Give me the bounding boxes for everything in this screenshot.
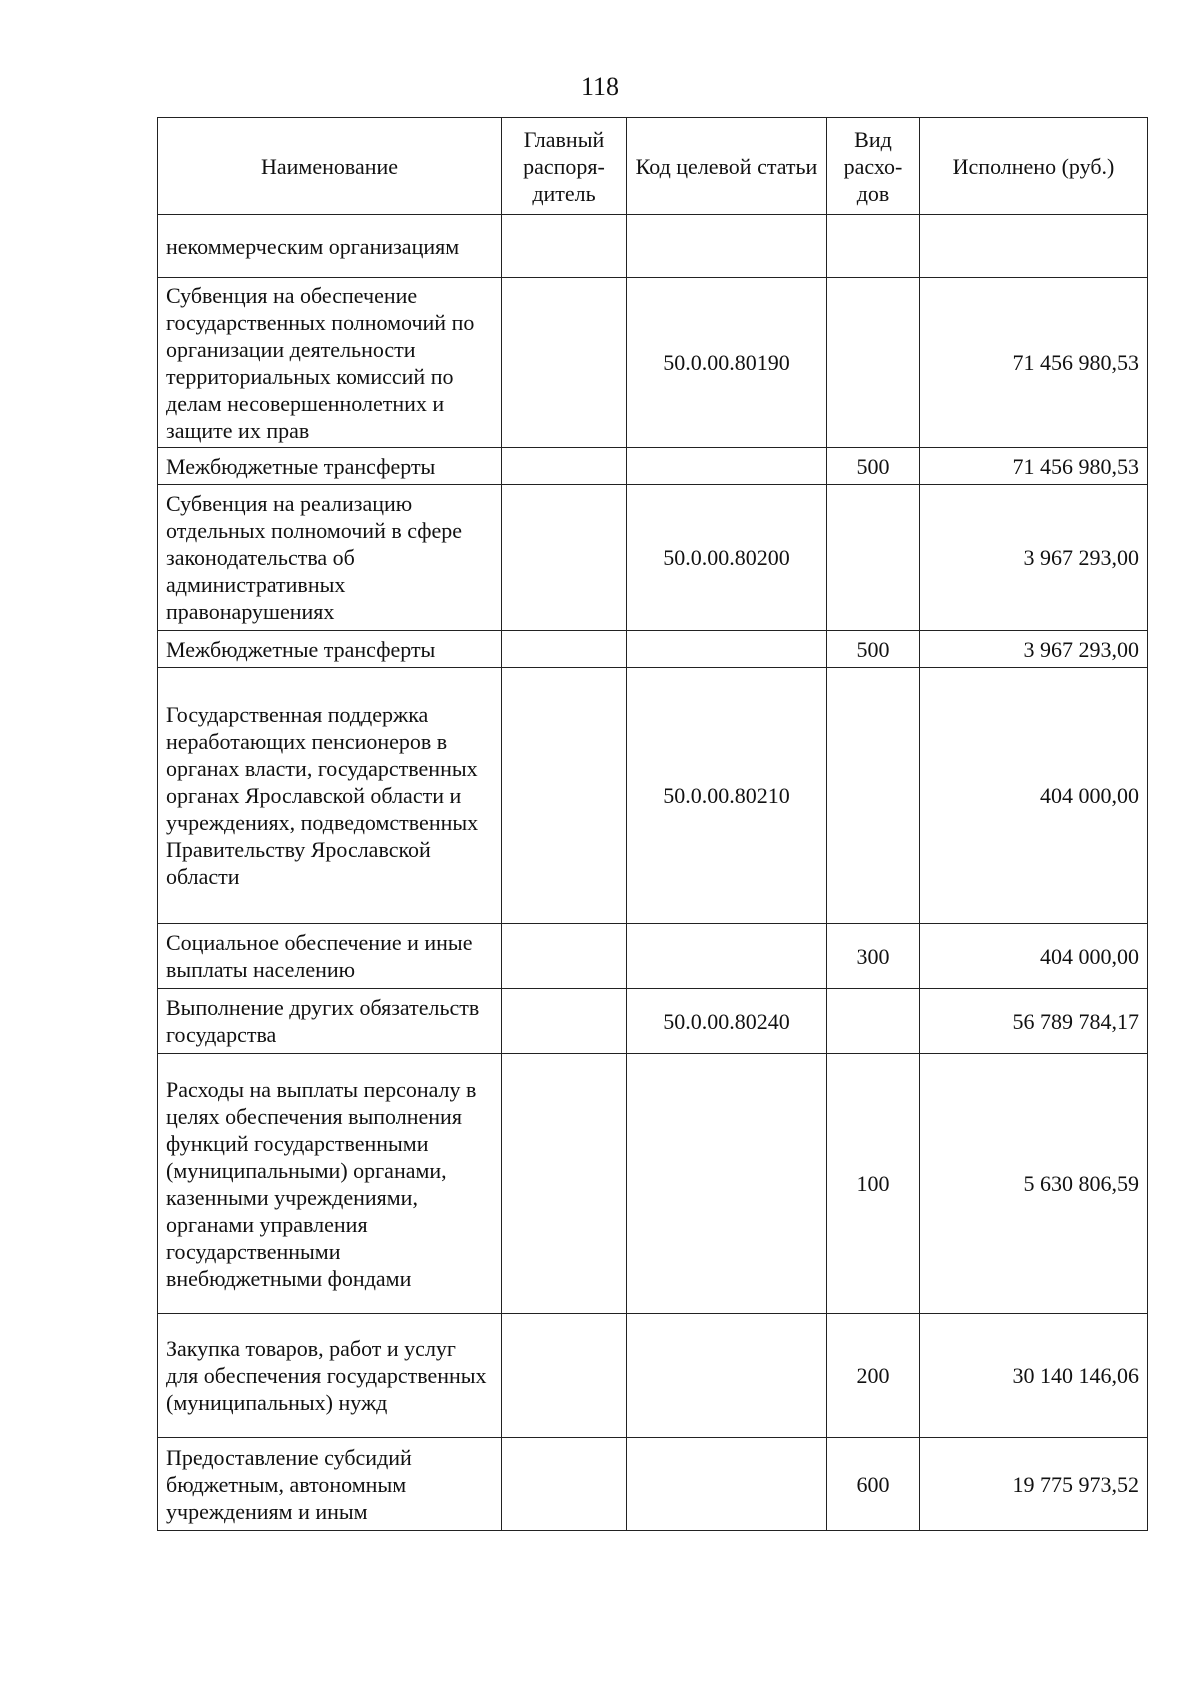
budget-table (157, 117, 1148, 1531)
row-manager (502, 278, 627, 448)
row-code: 50.0.00.80210 (627, 668, 827, 924)
row-type (827, 989, 920, 1054)
row-code: 50.0.00.80200 (627, 485, 827, 631)
page-number: 118 (580, 72, 620, 101)
row-manager (502, 215, 627, 278)
row-type (827, 485, 920, 631)
row-code (627, 1314, 827, 1438)
row-manager (502, 1314, 627, 1438)
header-expense-type: Вид расхо-дов (827, 118, 920, 215)
row-amount: 71 456 980,53 (920, 448, 1148, 485)
row-amount: 19 775 973,52 (920, 1438, 1148, 1531)
row-amount: 3 967 293,00 (920, 485, 1148, 631)
row-manager (502, 448, 627, 485)
row-name: Выполнение других обязательств государства (158, 989, 502, 1054)
row-manager (502, 485, 627, 631)
table-row (158, 1438, 1148, 1531)
row-name: Субвенция на реализацию отдельных полномочий в сфере законодательства об административных правонарушениях (158, 485, 502, 631)
row-name: Расходы на выплаты персоналу в целях обеспечения выполнения функций государственными (муниципальными) органами, казенными учреждениями, органами управления государственными внебюджетными фондами (158, 1054, 502, 1314)
table-row (158, 278, 1148, 448)
row-type: 500 (827, 631, 920, 668)
row-manager (502, 668, 627, 924)
row-amount: 3 967 293,00 (920, 631, 1148, 668)
row-name: некоммерческим организациям (158, 215, 502, 278)
table-row (158, 668, 1148, 924)
row-amount: 404 000,00 (920, 668, 1148, 924)
row-name: Предоставление субсидий бюджетным, автономным учреждениям и иным (158, 1438, 502, 1531)
row-type (827, 668, 920, 924)
row-manager (502, 1054, 627, 1314)
header-name: Наименование (158, 118, 502, 215)
row-code (627, 448, 827, 485)
row-manager (502, 989, 627, 1054)
table-row (158, 215, 1148, 278)
row-code: 50.0.00.80190 (627, 278, 827, 448)
row-name: Закупка товаров, работ и услуг для обеспечения государственных (муниципальных) нужд (158, 1314, 502, 1438)
table-header-row (158, 118, 1148, 215)
row-code (627, 1054, 827, 1314)
row-code (627, 631, 827, 668)
row-amount: 404 000,00 (920, 924, 1148, 989)
table-row (158, 989, 1148, 1054)
table-row (158, 1314, 1148, 1438)
row-amount: 71 456 980,53 (920, 278, 1148, 448)
table-row (158, 1054, 1148, 1314)
row-name: Субвенция на обеспечение государственных полномочий по организации деятельности территориальных комиссий по делам несовершеннолетних и защите их прав (158, 278, 502, 448)
row-code (627, 1438, 827, 1531)
row-type: 100 (827, 1054, 920, 1314)
row-type: 200 (827, 1314, 920, 1438)
row-amount (920, 215, 1148, 278)
row-amount: 56 789 784,17 (920, 989, 1148, 1054)
row-name: Межбюджетные трансферты (158, 448, 502, 485)
header-executed: Исполнено (руб.) (920, 118, 1148, 215)
row-amount: 30 140 146,06 (920, 1314, 1148, 1438)
table-row (158, 924, 1148, 989)
row-amount: 5 630 806,59 (920, 1054, 1148, 1314)
table-row (158, 485, 1148, 631)
row-type: 600 (827, 1438, 920, 1531)
row-code (627, 215, 827, 278)
row-code: 50.0.00.80240 (627, 989, 827, 1054)
row-manager (502, 631, 627, 668)
row-manager (502, 1438, 627, 1531)
header-target-code: Код целевой статьи (627, 118, 827, 215)
row-manager (502, 924, 627, 989)
row-name: Государственная поддержка неработающих пенсионеров в органах власти, государственных органах Ярославской области и учреждениях, подведомственных Правительству Ярославской области (158, 668, 502, 924)
header-main-manager: Главный распоря-дитель (502, 118, 627, 215)
row-type: 300 (827, 924, 920, 989)
row-name: Социальное обеспечение и иные выплаты населению (158, 924, 502, 989)
table-row (158, 448, 1148, 485)
row-name: Межбюджетные трансферты (158, 631, 502, 668)
table-row (158, 631, 1148, 668)
row-type (827, 278, 920, 448)
row-type: 500 (827, 448, 920, 485)
row-code (627, 924, 827, 989)
row-type (827, 215, 920, 278)
